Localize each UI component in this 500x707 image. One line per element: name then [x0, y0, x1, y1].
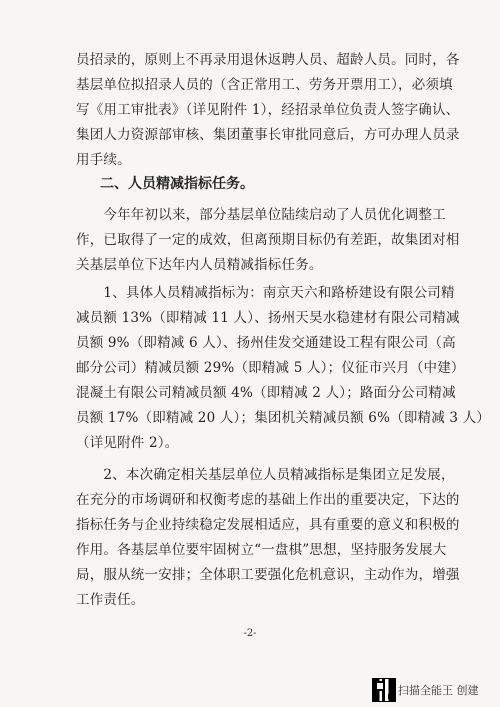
text-line: 作用。各基层单位要牢固树立“一盘棋”思想，坚持服务发展大: [76, 542, 447, 558]
text-line: 局，服从统一安排；全体职工要强化危机意识，主动作为，增强: [76, 567, 460, 583]
text-line: 用手续。: [76, 152, 131, 168]
text-line: 混凝土有限公司精减员额 4%（即精减 2 人）；路面分公司精减: [76, 385, 456, 401]
text-line: 作，已取得了一定的成效，但离预期目标仍有差距，故集团对相: [76, 232, 460, 248]
text-line: 员额 9%（即精减 6 人）、扬州佳发交通建设工程有限公司（高: [76, 335, 456, 351]
text-line: 2、本次确定相关基层单位人员精减指标是集团立足发展，: [76, 467, 455, 483]
paragraph-reduction-targets: [76, 281, 491, 456]
scanner-watermark: 扫描全能王 创建: [398, 684, 479, 697]
text-line: 今年年初以来，部分基层单位陆续启动了人员优化调整工: [76, 207, 446, 223]
paragraph-hiring-rules: [76, 48, 460, 173]
text-line: 工作责任。: [76, 592, 145, 608]
text-line: 员招录的，原则上不再录用退休返聘人员、超龄人员。同时，各: [76, 52, 460, 68]
page-number: -2-: [243, 628, 257, 639]
text-line: 关基层单位下达年内人员精减指标任务。: [76, 257, 323, 273]
text-line: 减员额 13%（即精减 11 人）、扬州天昊水稳建材有限公司精减: [76, 310, 460, 326]
text-line: 1、具体人员精减指标为：南京天六和路桥建设有限公司精: [76, 285, 455, 301]
section-heading: 二、人员精减指标任务。: [100, 176, 254, 192]
text-line: 邮分公司）精减员额 29%（即精减 5 人）；仪征市兴月（中建）: [76, 360, 465, 376]
text-line: 员额 17%（即精减 20 人）；集团机关精减员额 6%（即精减 3 人）: [76, 410, 491, 426]
qr-code-icon: [372, 678, 396, 702]
text-line: 基层单位拟招录人员的（含正常用工、劳务开票用工），必须填: [76, 77, 453, 93]
text-line: 指标任务与企业持续稳定发展相适应，具有重要的意义和积极的: [76, 517, 460, 533]
text-line: （详见附件 2）。: [76, 435, 179, 451]
text-line: 在充分的市场调研和权衡考虑的基础上作出的重要决定，下达的: [76, 492, 460, 508]
paragraph-intro: [76, 203, 460, 278]
text-line: 集团人力资源部审核、集团董事长审批同意后，方可办理人员录: [76, 127, 460, 143]
paragraph-significance: [76, 463, 460, 613]
text-line: 写《用工审批表》（详见附件 1），经招录单位负责人签字确认、: [76, 102, 460, 118]
